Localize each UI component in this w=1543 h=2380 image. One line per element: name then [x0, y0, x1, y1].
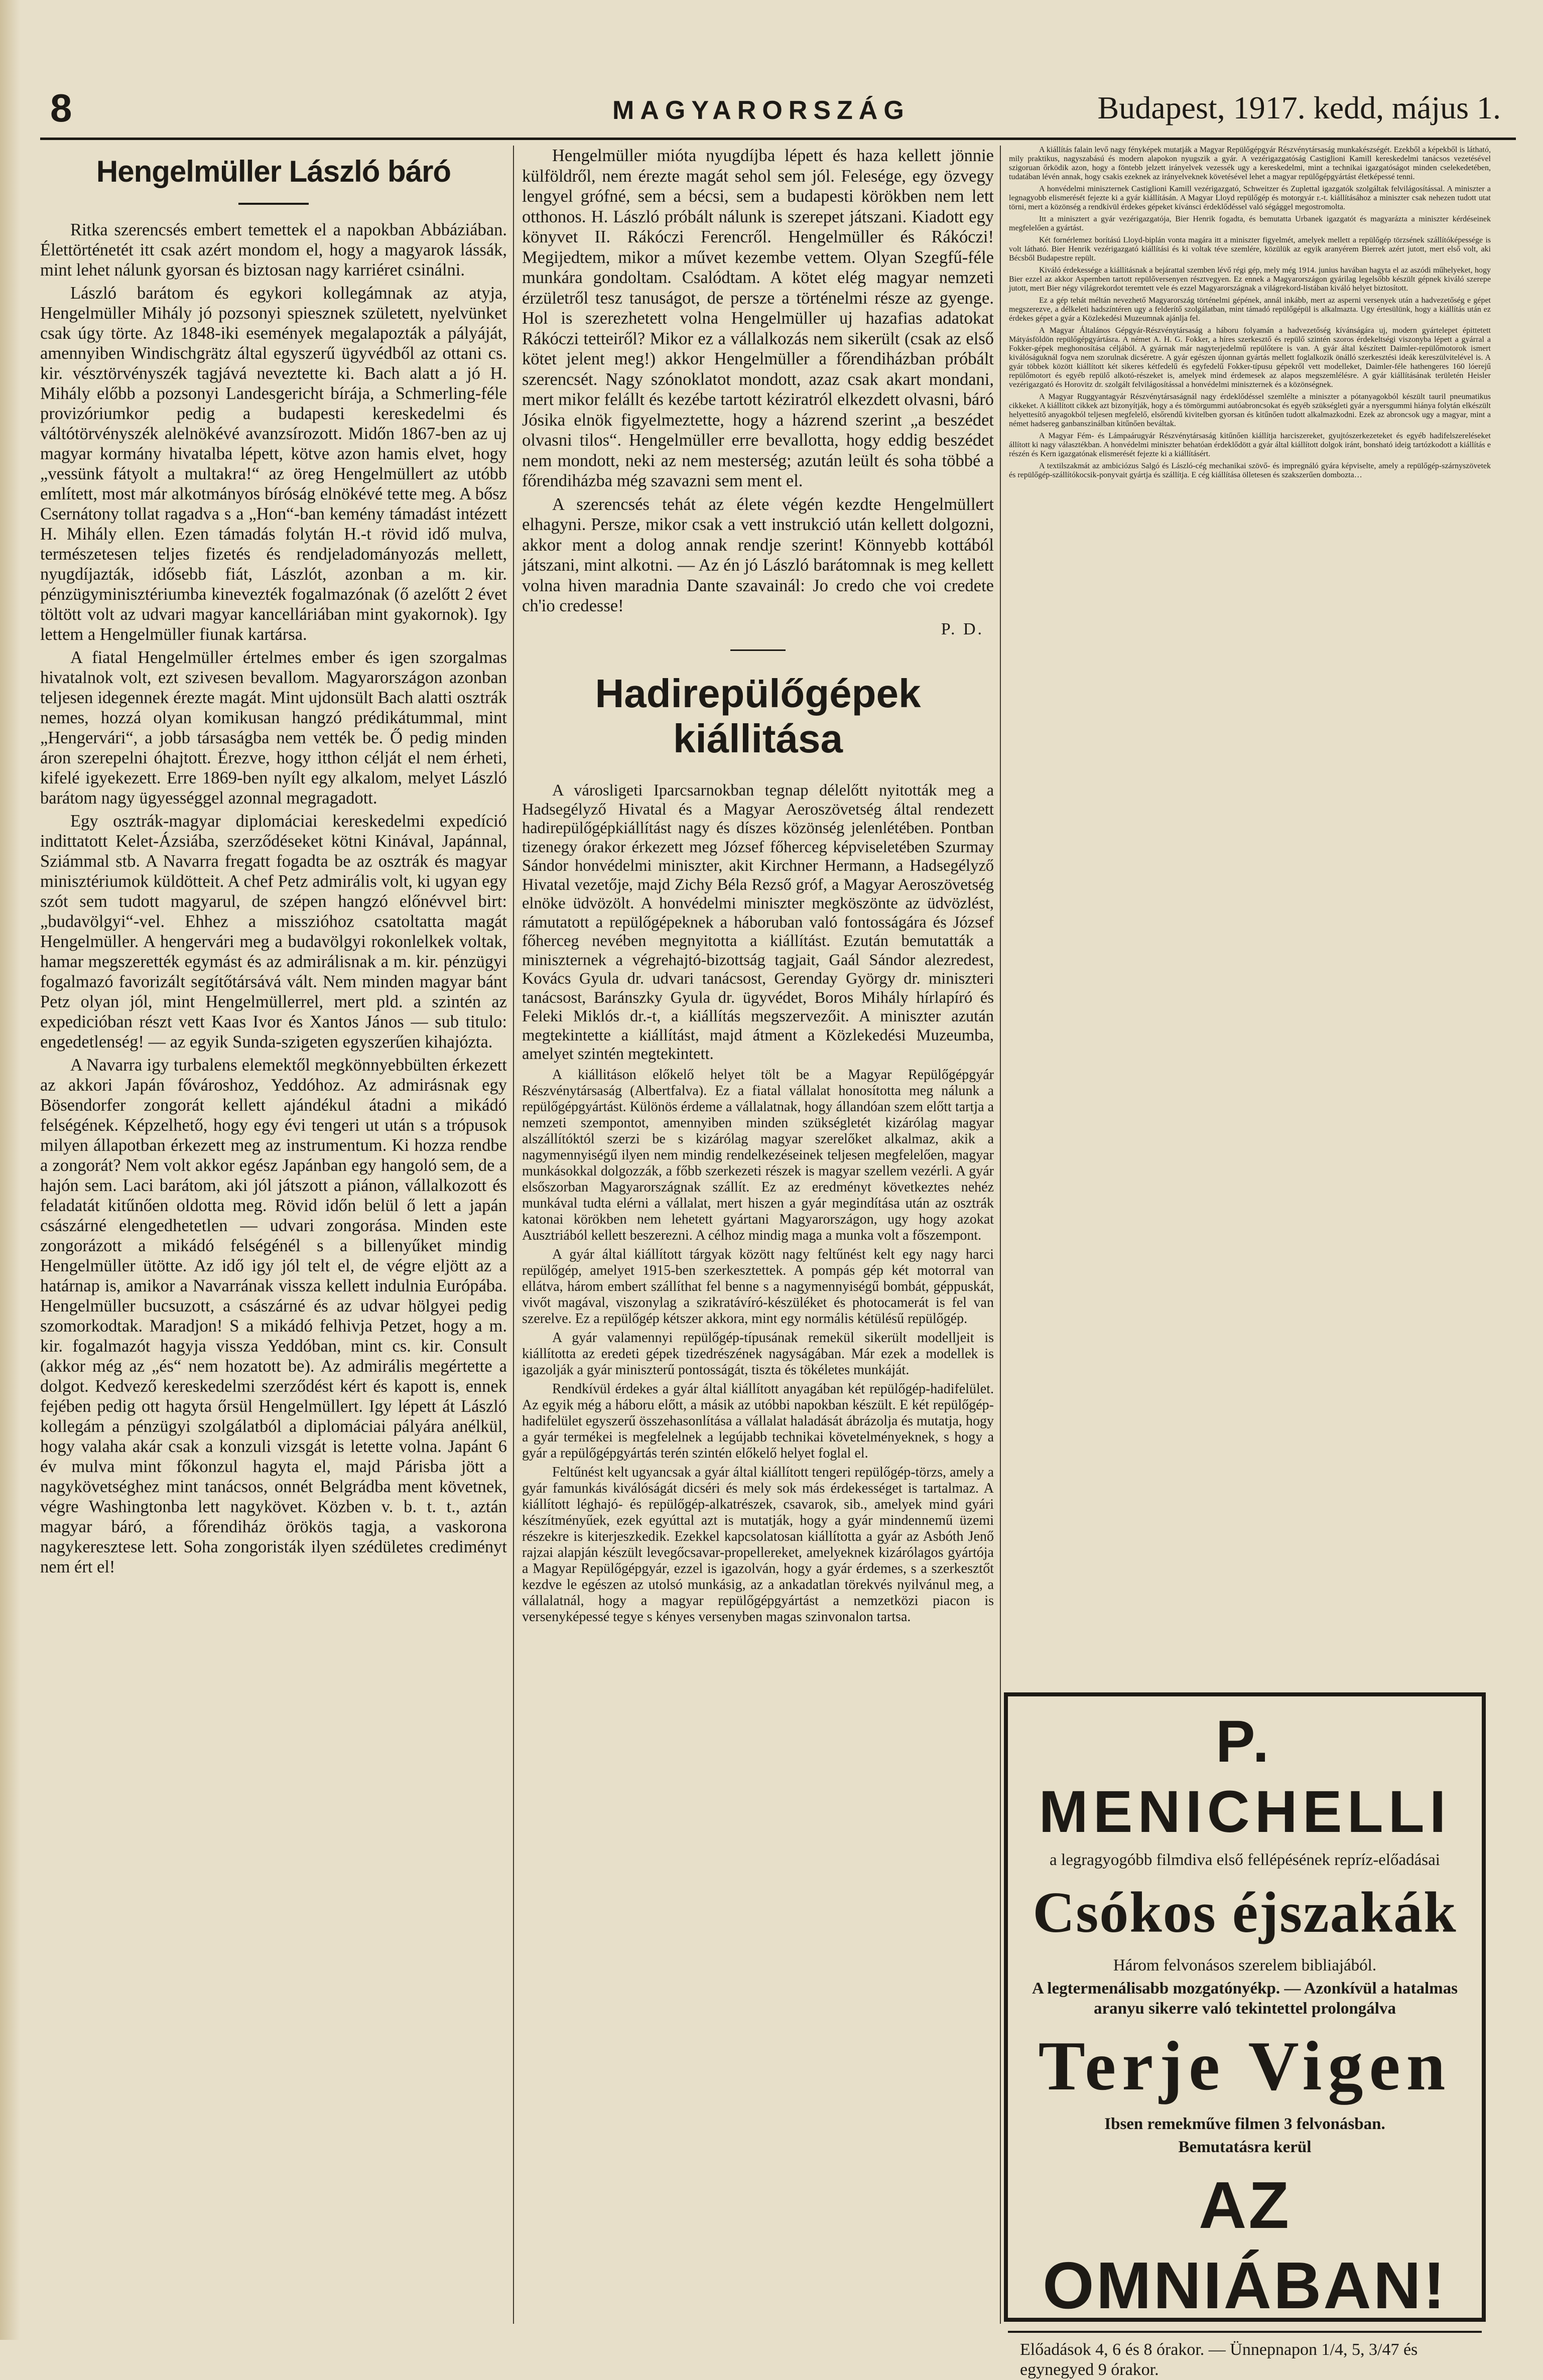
article2-paragraph: Két fornérlemez borítású Lloyd-biplán vonta magára itt a miniszter figyelmét, amelyek mellett a repülőgép törzsének szállítóképessége is volt látható. Bier Henrik vezérigazgató kiállítási és ki voltak téve szemlére, közülük az egyik aranyérem Bierrek azért jutott, mert első volt, aki Bécsből Budapestre repült.	[1009, 236, 1491, 262]
article2-paragraph: A Magyar Fém- és Lámpaárugyár Részvénytársaság kitűnően kiállítja harciszereket, gyujtószerkezeteket és egyéb hadifelszereléseket állított ki nagy választékban. A honvédelmi miniszter behatóan érdeklődött a gyár által kiállított dolgok iránt, bonsható ideig tartózkodott a kiállítás e részén és Kern igazgatónak elismerését fejezte ki a kiállításért.	[1009, 432, 1491, 458]
headline-divider	[238, 203, 309, 205]
article2-paragraph: Kiváló érdekessége a kiállításnak a bejárattal szemben lévő régi gép, mely még 1914. junius havában hagyta el az aszódi műhelyeket, hogy Bier ezzel az akkor Aspernben tartott repülőversenyen résztvegyen. Ez ennek a Magyarországon gyárilag legelsőbb készült gépnek kiváló szerepe jutott, mert Bier négy világrekordot teremtett vele és ezzel Magyarországnak a világrekord-listában kiváló helyet biztosított.	[1009, 266, 1491, 293]
article1-paragraph: A Navarra igy turbalens elemektől megkönnyebbülten érkezett az akkori Japán fővároshoz, Yeddóhoz. Az admirásnak egy Bösendorfer zongorát kellett ajándékul átadni a mikádó felségének. Képzelhető, hogy egy évi tengeri ut után s a trópusok milyen állapotban érkezett meg az instrumentum. Ki hozza rendbe a zongorát? Nem volt akkor egész Japánban egy hangoló sem, de a hajón sem. Laci barátom, aki jól játszott a piánon, vállalkozott és feladatát kitűnően oldotta meg. Rövid időn belül ő lett a japán császárné elengedhetetlen — udvari zongorása. Minden este zongorázott a mikádó felségénél s a billenyűket mindig Hengelmüller ütötte. Az idő igy jól telt el, de végre eljött az a határnap is, amikor a Navarrának vissza kellett indulnia Európába. Hengelmüller bucsuzott, a császárné és az udvar hölgyei pedig szomorkodtak. Maradjon! S a mikádó felhivja Petzet, hogy a m. kir. fogalmazót hagyja vissza Yeddóban, mint cs. kir. Consult (akkor még az „és“ nem hozatott be). Az admirális megértette a dolgot. Kedvező kereskedelmi szerződést kért és kapott is, ennek fejében pedig ott hagyta őrsül Hengelmüllert. Igy lépett át László kollegám a pénzügyi szolgálatból a diplomáciai pályára anélkül, hogy valaha akár csak a konzuli vizsgát is letette volna. Japánt 6 év mulva mint főkonzul hagyta el, majd Párisba jött a nagykövetséghez mint tanácsos, onnét Belgrádba ment követnek, végre Washingtonba lett nagykövet. Közben v. b. t. t., aztán magyar báró, a főrendiház örökös tagja, a vaskorona nagykeresztese lett. Soha zongoristák ilyen szédületes crediményt nem ért el!	[40, 1055, 507, 1576]
article2-body	[522, 1067, 994, 1625]
article2-paragraph: A Magyar Ruggyantagyár Részvénytársaságnál nagy érdeklődéssel szemlélte a miniszter a pótanyagokból készült tauril pneumatikus cikkeket. A kiállított cikkek azt bizonyítják, hogy a és tömörgummi autóabroncsokat és egyéb szükségleti gyár a nyersgummi hiánya folytán elkészült helyettesítő anyagokból teljesen megfelelő, elsőrendű kivitelben gyorsan és kitűnően tudott alkalmazkodni. Ezek az abroncsok ugy a magyar, mint a német hadsereg ganbanszinálban kitűnően beváltak.	[1009, 392, 1491, 428]
ad-line: Három felvonásos szerelem bibliajából.	[1113, 1956, 1377, 1974]
article1-paragraph: Hengelmüller mióta nyugdíjba lépett és haza kellett jönnie külföldről, nem érezte magát sehol sem jól. Felesége, egy özvegy lengyel grófné, sem a bécsi, sem a budapesti körökben nem lett otthonos. H. László próbált nálunk is szerepet játszani. Kiadott egy könyvet II. Rákóczi Ferencről. Hengelmüller és Rákóczi! Megijedtem, mikor a művet kezembe vettem. Olyan Szegfű-féle munkára gondoltam. Csalódtam. A kötet elég magyar nemzeti érzületről tesz tanuságot, de persze a történelmi része az gyenge. Hol is szerezhetett volna Hengelmüller uj hazafias adatokat Rákóczi tetteiről? Mikor ez a vállalkozás nem sikerült (csak az első kötet jelent meg!) akkor Hengelmüller a főrendiházban próbált szerencsét. Nagy szónoklatot mondott, azaz csak akart mondani, mert mikor felállt és kezébe tartott kéziratról elkezdett olvasni, báró Jósika elnök figyelmeztette, hogy a házrend szerint „a beszédet olvasni tilos“. Hengelmüller erre bevallotta, hogy eddig beszédet nem mondott, neki az nem mesterség; azután leült és soha többé a főrendiházba még szavazni sem ment el.	[522, 146, 994, 490]
ad-line: Bemutatásra kerül	[1178, 2138, 1312, 2156]
ad-company: P. MENICHELLI	[1039, 1708, 1451, 1845]
ad-film-title: Csókos éjszakák	[1033, 1881, 1457, 1945]
paper-edge	[0, 0, 20, 2340]
article2-title-line: kiállitása	[673, 716, 843, 761]
article2-title	[522, 671, 994, 761]
article2-paragraph: A gyár valamennyi repülőgép-típusának remekül sikerült modelljeit is kiállította az eredeti gépek tizedrészének nagyságában. Már ezek a modellek is igazolják a gyár miniszterű pontosságát, tiszta és tökéletes munkáját.	[522, 1330, 994, 1378]
ad-showtimes: Előadások 4, 6 és 8 órakor. — Ünnepnapon 1/4, 5, 3/47 és egynegyed 9 órakor.	[1020, 2340, 1418, 2379]
ad-line: Ibsen remekműve filmen 3 felvonásban.	[1104, 2115, 1385, 2133]
page-number: 8	[50, 86, 72, 130]
column-rule	[513, 146, 514, 2324]
article2-paragraph: A textilszakmát az ambiciózus Salgó és László-cég mechanikai szövő- és impregnáló gyára képviselte, amely a repülőgép-szárnyszövetek és repülőgép-szállítókocsik-ponyvait gyártja és szállítja. E cég kiállítása ölletesen és szakszerűen dombozta…	[1009, 462, 1491, 479]
article2-title-line: Hadirepülőgépek	[595, 671, 921, 716]
article1-paragraph: Egy osztrák-magyar diplomáciai kereskedelmi expedíció indittatott Kelet-Ázsiába, szerződéseket kötni Kinával, Japánnal, Sziámmal stb. A Navarra fregatt fogadta be az osztrák és magyar minisztériumok küldötteit. A chef Petz admirális volt, ki ugyan egy szót sem tudott magyarul, de szépen hangzó előnévvel birt: „budavölgyi“-vel. Ehhez a misszióhoz csatoltatta magát Hengelmüller. A hengervári meg a budavölgyi rokonlelkek voltak, hamar megszerették egymást és az admirálisnak a m. kir. pénzügyi fogalmazó favorizált segítőtársává vált. Nem minden magyar bánt Petz olyan jól, mint Hengelmüllerrel, mert pld. a szintén az expedicióban részt vett Kaas Ivor és Xantos János — sub titulo: engedetlenség! — az egyik Sunda-szigeten egyszerűen kihajózta.	[40, 812, 507, 1051]
paper-name: MAGYARORSZÁG	[612, 96, 910, 125]
article2-paragraph: A honvédelmi miniszternek Castiglioni Kamill vezérigazgató, Schweitzer és Zuplettal igazgatók szolgáltak felvilágosítással. A miniszter a legnagyobb elismerését fejezte ki a gyár kiállításán. A Magyar Lloyd repülőgép és motorgyár r.-t. kiállításához a miniszter csak nehezen tudott utat törni, mert a közönség a rendkívül érdekes gépeket kívánsci érdeklődéssel való ségággel megostromolta.	[1009, 185, 1491, 211]
article2-intro: A városligeti Iparcsarnokban tegnap délelőtt nyitották meg a Hadsegélyző Hivatal és a Magyar Aeroszövetség által rendezett hadirepülőgépkiállítást nagy és díszes közönség jelenlétében. Pontban tizenegy órakor érkezett meg József főherceg képviseletében Szurmay Sándor honvédelmi miniszter, akit Kirchner Hermann, a Hadsegélyző Hivatal vezetője, majd Zichy Béla Rezső gróf, a Magyar Aeroszövetség elnöke üdvözölt. A honvédelmi miniszter megköszönte az üdvözlést, rámutatott a repülőgépeknek a háboruban való fontosságára és József főherceg nevében megnyitotta a kiállítást. Ezután bemutatták a miniszternek a végrehajtó-bizottság tagjait, Gaál Sándor alezredest, Kovács Gyula dr. udvari tanácsost, Gerenday György dr. miniszteri tanácsost, Baránszky Gyula dr. ügyvédet, Boros Mihály hírlapíró és Feleki Miklós dr.-t, a kiállítás megszervezőit. A miniszter azután megtekintette a kiállítást, majd átment a Közlekedési Muzeumba, amelyet szintén megtekintett.	[522, 781, 994, 1063]
article1-paragraph: A szerencsés tehát az élete végén kezdte Hengelmüllert elhagyni. Persze, mikor csak a vett instrukció után kellett dolgozni, akkor ment a dolog annak rendje szerint! Könnyebb kottából játszani, mint alkotni. — Az én jó László barátomnak is meg kellett volna hiven maradnia Dante szavainál: Jo credo che voi credete ch'io credesse!	[522, 494, 994, 615]
masthead	[40, 85, 1516, 141]
dateline: Budapest, 1917. kedd, május 1.	[1097, 90, 1501, 125]
article-divider	[730, 649, 786, 651]
column-3	[1009, 146, 1491, 483]
column-1	[40, 146, 507, 1580]
ad-line: a legragyogóbb filmdiva első fellépésének repríz-előadásai	[1050, 1851, 1440, 1869]
article1-title: Hengelmüller László báró	[96, 155, 451, 188]
article2-paragraph: A Magyar Általános Gépgyár-Részvénytársaság a háboru folyamán a hadvezetőség kívánságára uj, modern gyártelepet épittetett Mátyásföldön repülőgépgyártásra. A német A. H. G. Fokker, a híres szerkesztő és repülő szintén szoros érdekeltségi viszonyba lépett a gyárral a Fokker-gépek meghonosítása céljából. A gyárnak már nagyterjedelmű repülőtere is van. A gyár által készített Daimler-repülőmotorok ismert kiválóságuknál fogva nem szorulnak dicséretre. A gyár egészen újonnan gyártás mellett foglalkozik önálló szerkesztési ideák kereszülvitelével is. A gyár többek között kiállított két sikeres kétfedelű és egyfedelű Fokker-típusu gépekről vett modelleket, Daimler-féle hathengeres 160 lóerejű repülőmotort és egyéb repülő alkotó-részeket is, amelyek mind érdemesek az alapos megszemlélésre. A gyár kiállításának területén Heisler vezérigazgató és Horovitz dr. szolgált felvilágosítással a honvédelmi miniszternek és a közönségnek.	[1009, 326, 1491, 389]
article1-paragraph: László barátom és egykori kollegámnak az atyja, Hengelmüller Mihály jó pozsonyi spiesznek született, nyelvünket csak úgy törte. Az 1848-iki események megalapozták a pályáját, amennyiben Windischgrätz által egyszerű ügyvédből az ottani cs. kir. vésztörvényszék tagjává neveztette ki. Bach alatt a jó H. Mihály előbb a pozsonyi Landesgericht bírája, a Schmerling-féle provizóriumkor pedig a budapesti kereskedelmi és váltótörvényszék alelnökévé avanzsírozott. Midőn 1867-ben az uj magyar kormány hivatalba lépett, kötve azon hamis elvet, hogy „vessünk fátyolt a multakra!“ az öreg Hengelmüllert az utóbb említett, most már alkotmányos bíróság elnökévé tette meg. A bősz Csernátony tollat ragadva s a „Hon“-ban kemény támadást intézett H. Mihály ellen. Ezen támadás folytán H.-t rövid idő mulva, természetesen teljes fizetés és rendjeladományozás mellett, nyugdíjazták, idősebb fiát, Lászlót, azonban a m. kir. pénzügyminisztériumba kinevezték fogalmazónak (ő azelőtt 2 évet töltött volt az udvari magyar kancelláriában mint gyakornok). Igy lettem a Hengelmüller fiunak kartársa.	[40, 284, 507, 644]
article2-paragraph: A kiállítás falain levő nagy fényképek mutatják a Magyar Repülőgépgyár Részvénytársaság munkakészségét. Ezekből a képekből is látható, mily praktikus, nagyszabású és modern alapokon nyugszik a gyár. A vezérigazgatóság Castiglioni Kamill kereskedelmi tanácsos vezetésével szigoruan őrködik azon, hogy a föntebb jelzett irányelvek vezessék ugy a kereskedelmi, mint a technikai igazgatóságot minden cselekedetében, tudatában lévén annak, hogy csakis ezeknek az irányelveknek követésével lehet a magyar repülőgépgyártást életképessé tenni.	[1009, 146, 1491, 181]
cinema-advertisement	[1004, 1692, 1486, 2379]
article1-signature: P. D.	[941, 619, 984, 638]
article2-paragraph: Feltűnést kelt ugyancsak a gyár által kiállított tengeri repülőgép-törzs, amely a gyár famunkás kiválóságát dicséri és mely sok más érdekességet is tartalmaz. A kiállított léghajó- és repülőgép-alkatrészek, csavarok, sib., amelyek mind gyári készítményűek, ezek egyúttal azt is mutatják, hogy a gyár mindennemű üzemi részekre is kiterjeszkedik. Ezekkel kapcsolatosan kiállította a gyár az Asbóth Jenő rajzai alapján készült levegőcsavar-propellereket, amelyeknek kizárólagos gyártója a Magyar Repülőgépgyár, ezzel is igazolván, hogy a gyár érdemes, s a szerkesztőt kezdve le egészen az utolsó munkásig, az a ankadatlan törekvés nyilvánul meg, a vállalatnál, hogy a magyar repülőgépgyártást a nemzetközi piacon is versenyképessé tegye s kényes versenyben magas szinvonalon tartsa.	[522, 1464, 994, 1625]
article2-paragraph: A kiállitáson előkelő helyet tölt be a Magyar Repülőgépgyár Részvénytársaság (Albertfalva). Ez a fiatal vállalat honosította meg nálunk a repülőgépgyártást. Különös érdeme a vállalatnak, hogy állandóan szem előtt tartja a nemzeti szempontot, amennyiben minden szükségletét kizárólag magyar alszállítóktól szerzi be s kizárólag magyar szerelőket alkalmaz, akik a nagymennyiségű ilyen nem mindig rendelkezéseinek teljesen megfelelően, magyar munkásokkal dolgozzák, a főbb szerkezeti részek is magyar szellem vezérli. A gyár elsőszorban Magyarországnak szállít. Ez az eredményt következtes nehéz munkával tudta elérni a vállalat, mert hiszen a gyár megindítása után az osztrák katonai körökben nem lehetett gyártani Magyarországon, ugy hogy azokat Ausztriából kellett beszerezni. A célhoz mindig maga a munka volt a főszempont.	[522, 1067, 994, 1243]
article2-paragraph: Ez a gép tehát méltán nevezhető Magyarország történelmi gépének, annál inkább, mert az asperni versenyek után a hadvezetőség e gépet megszerezve, a délkeleti hadszíntéren ugy a felderítő szolgálatban, mint támadó repülőgépül is alkalmazta. Ugy értesülünk, hogy a kiállítás után ez érdekes gépet a gyár a Közlekedési Muzeumnak ajánlja fel.	[1009, 296, 1491, 323]
article1-continuation	[522, 146, 994, 639]
column-rule	[1000, 146, 1001, 2324]
masthead-rule	[40, 138, 1516, 140]
ad-line: A legtermenálisabb mozgatónyékp. — Azonkívül a hatalmas aranyu sikerre való tekintettel prolongálva	[1032, 1979, 1458, 2018]
ad-rule	[1008, 2331, 1482, 2333]
article1-paragraph: A fiatal Hengelmüller értelmes ember és igen szorgalmas hivatalnok volt, ezt szivesen bevallom. Magyarországon azonban teljesen idegennek érezte magát. Mint ujdonsült Bach alatti osztrák nemes, hozzá olyan komikusan hangzó prédikátummal, mint „Hengervári“, a jobb társaságba nem vették be. Ő pedig minden áron szerepelni óhajtott. Érezve, hogy itthon célját el nem érheti, kifelé igyekezett. Erre 1869-ben nyílt egy alkalom, melyet László barátom nagy ügyességgel azonnal megragadott.	[40, 648, 507, 808]
article2-paragraph: Itt a minisztert a gyár vezérigazgatója, Bier Henrik fogadta, és bemutatta Urbanek igazgatót és magyarázta a miniszter kérdéseinek megfelelően a gyártást.	[1009, 215, 1491, 232]
article2-paragraph: A gyár által kiállított tárgyak között nagy feltűnést kelt egy nagy harci repülőgép, amelyet 1915-ben szerkesztettek. A pompás gép két motorral van ellátva, három embert szállíthat fel benne s a nagymennyiségű bombát, géppuskát, vivőt magával, viszonylag a szikratávíró-készüléket és photocamerát is fel van szerelve. Ez a repülőgép kétszer akkora, mint egy normális kétülésű repülőgép.	[522, 1246, 994, 1327]
article2-intro-block	[522, 781, 994, 1064]
ad-film-title: Terje Vigen	[1038, 2027, 1452, 2105]
ad-theatre-name: AZ OMNIÁBAN!	[1043, 2168, 1447, 2322]
article1-paragraph: Ritka szerencsés embert temettek el a napokban Abbáziában. Élettörténetét itt csak azért mondom el, hogy a magyarok lássák, mint lehet nálunk gyorsan és biztosan nagy karriéret csinálni.	[40, 220, 507, 280]
column-2	[522, 146, 994, 1628]
article2-paragraph: Rendkívül érdekes a gyár által kiállított anyagában két repülőgép-hadifelület. Az egyik még a háboru előtt, a másik az utóbbi napokban készült. E két repülőgép-hadifelület egyszerű összehasonlítása a vállalat haladását ábrázolja és mutatja, hogy a gyár termékei is megfelelnek a legújabb technikai követelményeknek, s hogy a gyár a repülőgépgyártás terén szintén előkelő helyet foglal el.	[522, 1381, 994, 1461]
